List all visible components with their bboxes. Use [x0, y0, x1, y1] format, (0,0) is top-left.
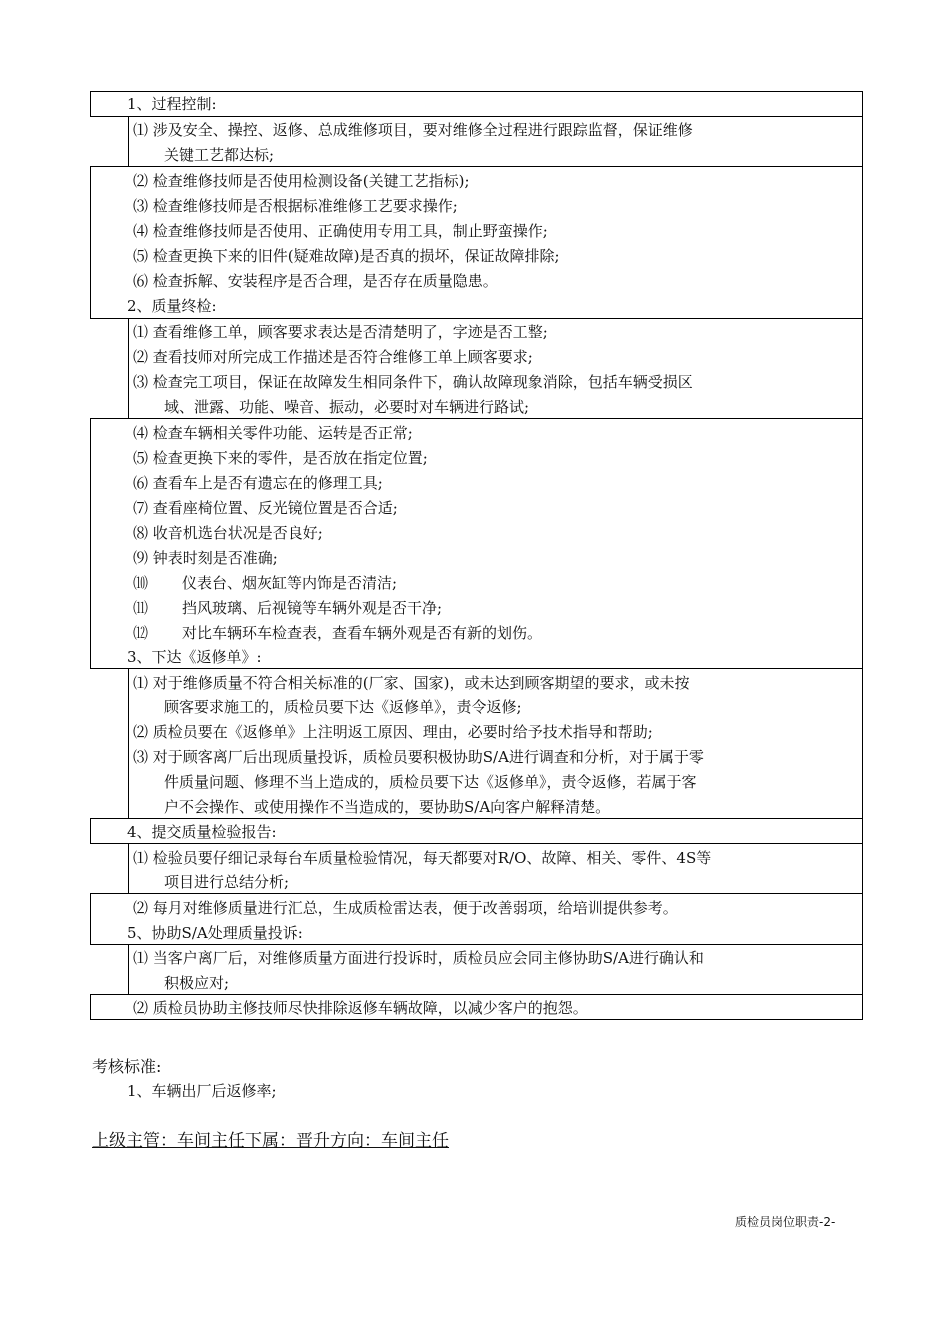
p5-item-1a: ⑴ 当客户离厂后，对维修质量方面进行投诉时，质检员应会同主修协助S/A进行确认和: [133, 949, 704, 967]
p2-item-11-num: ⑾: [133, 599, 149, 617]
supervisor-line: 上级主管：车间主任下属：晋升方向：车间主任: [92, 1131, 449, 1151]
p2-item-3b: 域、泄露、功能、噪音、振动，必要时对车辆进行路试;: [164, 398, 530, 416]
page-footer: 质检员岗位职责-2-: [735, 1215, 836, 1229]
section-title-3: 3、下达《返修单》:: [127, 648, 262, 666]
p4-item-1a: ⑴ 检验员要仔细记录每台车质量检验情况，每天都要对R/O、故障、相关、零件、4S等: [133, 849, 712, 867]
p2-item-3a: ⑶ 检查完工项目，保证在故障发生相同条件下，确认故障现象消除，包括车辆受损区: [133, 373, 693, 391]
p2-item-12-num: ⑿: [133, 624, 149, 642]
p2-item-10-num: ⑽: [133, 574, 149, 592]
p1-item-4: ⑷ 检查维修技师是否使用、正确使用专用工具，制止野蛮操作;: [133, 222, 548, 240]
p5-item-1b: 积极应对;: [164, 974, 230, 992]
p4-item-2: ⑵ 每月对维修质量进行汇总，生成质检雷达表，便于改善弱项，给培训提供参考。: [133, 899, 678, 917]
p2-item-11: 挡风玻璃、后视镜等车辆外观是否干净;: [182, 599, 443, 617]
section-title-5: 5、协助S/A处理质量投诉:: [127, 924, 303, 942]
p2-item-12: 对比车辆环车检查表，查看车辆外观是否有新的划伤。: [182, 624, 543, 642]
p3-item-3a: ⑶ 对于顾客离厂后出现质量投诉，质检员要积极协助S/A进行调查和分析，对于属于零: [133, 748, 704, 766]
p2-item-6: ⑹ 查看车上是否有遗忘在的修理工具;: [133, 474, 383, 492]
p1-item-5: ⑸ 检查更换下来的旧件(疑难故障)是否真的损坏，保证故障排除;: [133, 247, 560, 265]
p1-item-6: ⑹ 检查拆解、安装程序是否合理，是否存在质量隐患。: [133, 272, 498, 290]
p2-item-7: ⑺ 查看座椅位置、反光镜位置是否合适;: [133, 499, 398, 517]
p1-item-3: ⑶ 检查维修技师是否根据标准维修工艺要求操作;: [133, 197, 458, 215]
p2-item-8: ⑻ 收音机选台状况是否良好;: [133, 524, 323, 542]
p3-item-3b: 件质量问题、修理不当上造成的，质检员要下达《返修单》，责令返修，若属于客: [164, 773, 697, 791]
p5-item-2: ⑵ 质检员协助主修技师尽快排除返修车辆故障，以减少客户的抱怨。: [133, 999, 588, 1017]
assessment-heading: 考核标准:: [92, 1057, 162, 1076]
p2-item-1: ⑴ 查看维修工单，顾客要求表达是否清楚明了，字迹是否工整;: [133, 323, 548, 341]
p1-item-1b: 关键工艺都达标;: [164, 146, 275, 164]
p3-item-2: ⑵ 质检员要在《返修单》上注明返工原因、理由，必要时给予技术指导和帮助;: [133, 723, 653, 741]
section-title-4: 4、提交质量检验报告:: [127, 823, 277, 841]
section-title-2: 2、质量终检:: [127, 297, 217, 315]
p3-item-1a: ⑴ 对于维修质量不符合相关标准的(厂家、国家)，或未达到顾客期望的要求，或未按: [133, 674, 690, 692]
p1-item-1a: ⑴ 涉及安全、操控、返修、总成维修项目，要对维修全过程进行跟踪监督，保证维修: [133, 121, 693, 139]
assessment-item-1: 1、车辆出厂后返修率;: [127, 1082, 277, 1100]
p2-item-5: ⑸ 检查更换下来的零件，是否放在指定位置;: [133, 449, 428, 467]
p2-item-4: ⑷ 检查车辆相关零件功能、运转是否正常;: [133, 424, 413, 442]
p4-item-1b: 项目进行总结分析;: [164, 873, 290, 891]
p2-item-2: ⑵ 查看技师对所完成工作描述是否符合维修工单上顾客要求;: [133, 348, 533, 366]
p2-item-10: 仪表台、烟灰缸等内饰是否清洁;: [182, 574, 398, 592]
section-title-1: 1、过程控制:: [127, 95, 217, 113]
p1-item-2: ⑵ 检查维修技师是否使用检测设备(关键工艺指标);: [133, 172, 470, 190]
p3-item-1b: 顾客要求施工的，质检员要下达《返修单》，责令返修;: [164, 698, 522, 716]
p2-item-9: ⑼ 钟表时刻是否准确;: [133, 549, 278, 567]
p3-item-3c: 户不会操作、或使用操作不当造成的，要协助S/A向客户解释清楚。: [164, 798, 611, 816]
